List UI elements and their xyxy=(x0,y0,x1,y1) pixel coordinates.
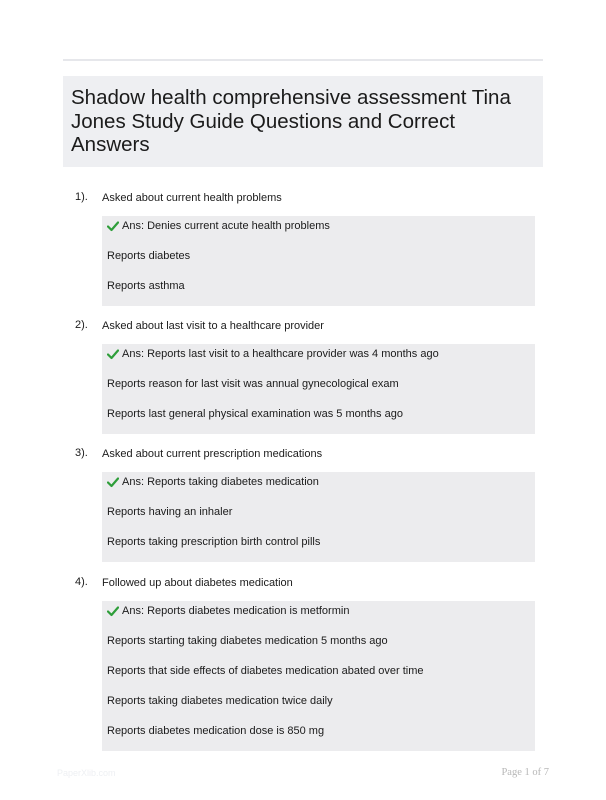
options-list xyxy=(102,344,535,434)
option xyxy=(102,246,535,276)
option-label: Reports taking diabetes medication twice daily xyxy=(107,695,333,707)
check-icon xyxy=(107,605,119,617)
option xyxy=(102,691,535,721)
option-label: Reports diabetes xyxy=(107,250,191,262)
option-label: Reports asthma xyxy=(107,280,185,292)
option-label: Ans: Reports diabetes medication is metformin xyxy=(122,605,350,617)
question-number: 2). xyxy=(75,319,88,331)
option-correct xyxy=(102,472,535,502)
option-label: Reports taking prescription birth control pills xyxy=(107,536,321,548)
footer-watermark: PaperXlib.com xyxy=(57,768,116,778)
option-label: Ans: Reports taking diabetes medication xyxy=(122,476,319,488)
question-number: 3). xyxy=(75,447,88,459)
option-label: Reports diabetes medication dose is 850 mg xyxy=(107,725,325,737)
option-label: Reports reason for last visit was annual gynecological exam xyxy=(107,378,399,390)
check-icon xyxy=(107,220,119,232)
option-label: Reports starting taking diabetes medication 5 months ago xyxy=(107,635,388,647)
document-title: Shadow health comprehensive assessment Tina Jones Study Guide Questions and Correct Answers xyxy=(71,86,511,156)
option xyxy=(102,374,535,404)
option xyxy=(102,532,535,562)
question-number: 4). xyxy=(75,576,88,588)
option-label: Reports that side effects of diabetes medication abated over time xyxy=(107,665,424,677)
option xyxy=(102,721,535,751)
options-list xyxy=(102,472,535,562)
check-icon xyxy=(107,348,119,360)
question-number: 1). xyxy=(75,191,88,203)
options-list xyxy=(102,601,535,751)
option xyxy=(102,631,535,661)
top-divider xyxy=(63,59,543,61)
option-correct xyxy=(102,216,535,246)
page-indicator: Page 1 of 7 xyxy=(501,767,549,778)
option-correct xyxy=(102,344,535,374)
question-text: Asked about last visit to a healthcare provider xyxy=(102,320,324,332)
question-text: Asked about current health problems xyxy=(102,192,282,204)
option-label: Reports last general physical examination was 5 months ago xyxy=(107,408,403,420)
option-label: Ans: Denies current acute health problems xyxy=(122,220,330,232)
check-icon xyxy=(107,476,119,488)
options-list xyxy=(102,216,535,306)
option-label: Ans: Reports last visit to a healthcare provider was 4 months ago xyxy=(122,348,439,360)
option xyxy=(102,502,535,532)
option-correct xyxy=(102,601,535,631)
option xyxy=(102,661,535,691)
option xyxy=(102,276,535,306)
question-text: Followed up about diabetes medication xyxy=(102,577,293,589)
question-text: Asked about current prescription medications xyxy=(102,448,323,460)
option xyxy=(102,404,535,434)
option-label: Reports having an inhaler xyxy=(107,506,233,518)
title-box xyxy=(63,76,543,167)
